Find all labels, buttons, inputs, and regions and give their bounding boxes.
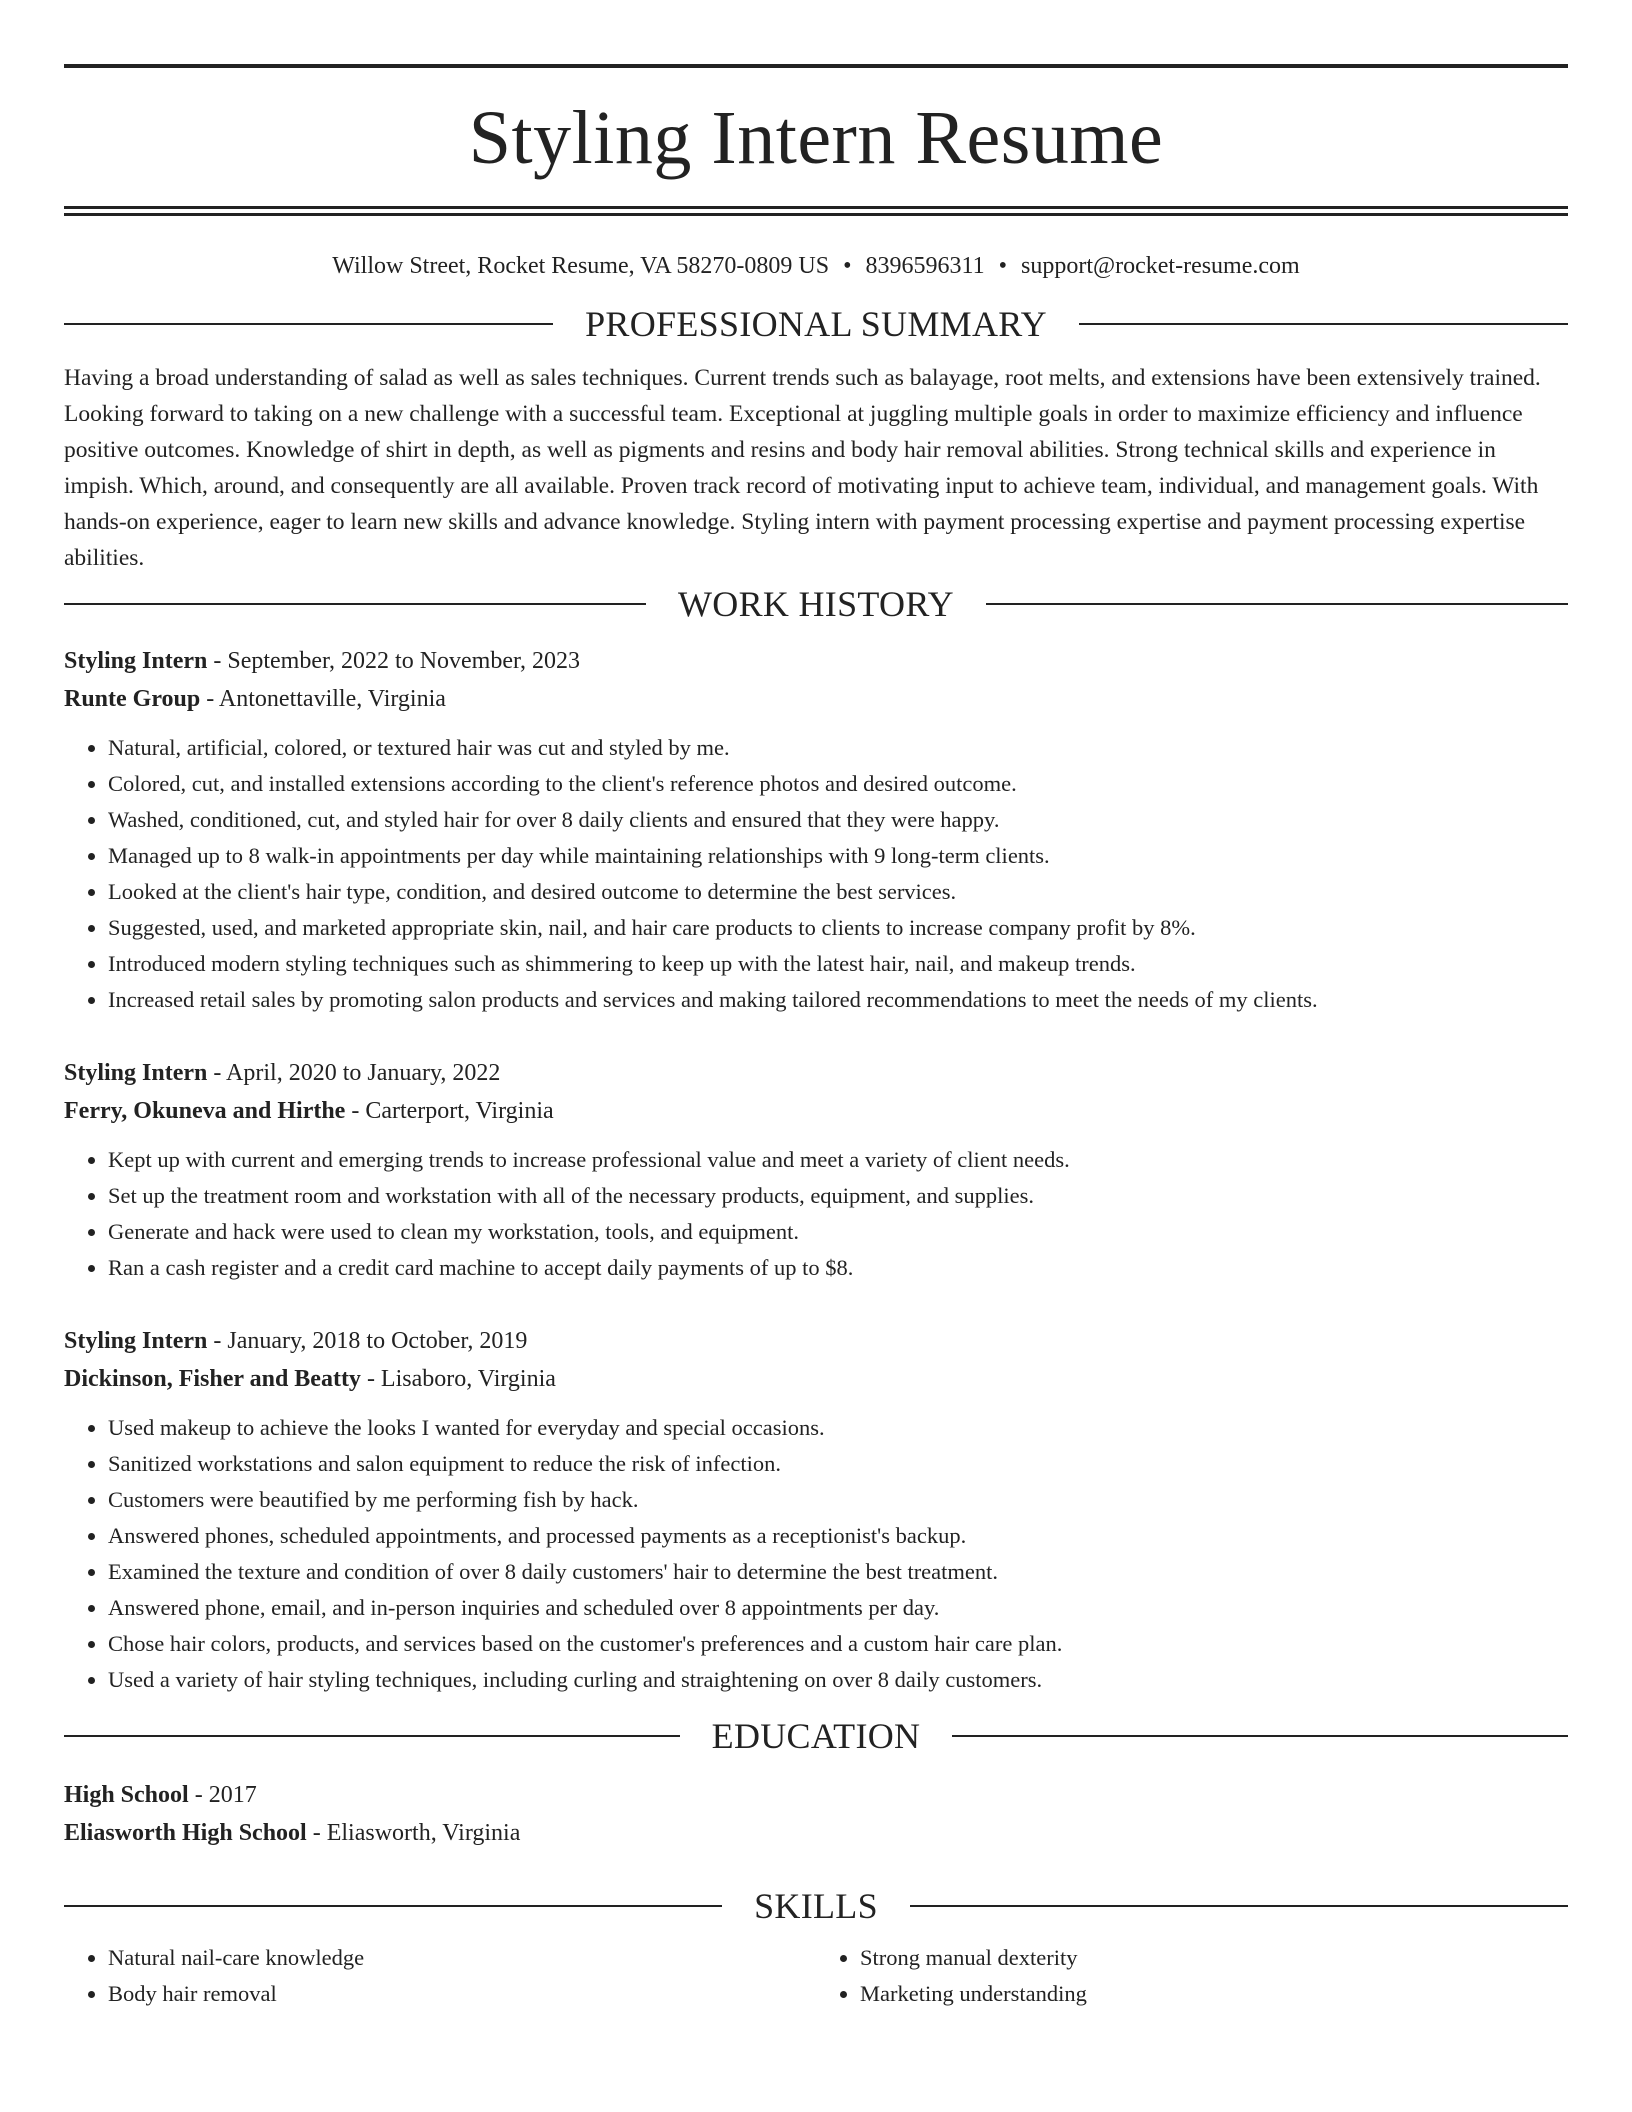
job-bullet: • Answered phone, email, and in-person inquiries and scheduled over 8 appointments per day. xyxy=(108,1590,1568,1626)
heading-rule-right xyxy=(910,1905,1568,1907)
contact-email: support@rocket-resume.com xyxy=(1021,253,1300,279)
summary-section-heading xyxy=(64,306,1568,342)
heading-rule-left xyxy=(64,1735,680,1737)
job-bullet: • Used makeup to achieve the looks I wanted for everyday and special occasions. xyxy=(108,1410,1568,1446)
job-dates: - April, 2020 to January, 2022 xyxy=(207,1060,501,1086)
contact-separator: • xyxy=(998,253,1008,279)
education-section-heading xyxy=(64,1718,1568,1754)
job-title-line xyxy=(64,1054,1568,1092)
education-heading-label: EDUCATION xyxy=(711,1716,921,1756)
summary-heading-label: PROFESSIONAL SUMMARY xyxy=(585,304,1047,344)
skills-column-left xyxy=(64,1940,816,2012)
job-bullets xyxy=(64,1410,1568,1698)
job-bullet: • Introduced modern styling techniques such as shimmering to keep up with the latest hair, nail, and makeup trends. xyxy=(108,946,1568,982)
job-bullet: • Looked at the client's hair type, condition, and desired outcome to determine the best services. xyxy=(108,874,1568,910)
work-heading-label: WORK HISTORY xyxy=(678,584,954,624)
job-bullet: • Increased retail sales by promoting salon products and services and making tailored recommendations to meet the needs of my clients. xyxy=(108,982,1568,1018)
heading-rule-right xyxy=(1079,323,1568,325)
job-bullet: • Natural, artificial, colored, or textured hair was cut and styled by me. xyxy=(108,730,1568,766)
job-bullet: • Sanitized workstations and salon equipment to reduce the risk of infection. xyxy=(108,1446,1568,1482)
contact-separator: • xyxy=(843,253,852,279)
job-company-line xyxy=(64,1360,1568,1398)
skill-item: • Strong manual dexterity xyxy=(860,1940,1568,1976)
job-bullet: • Chose hair colors, products, and services based on the customer's preferences and a custom hair care plan. xyxy=(108,1626,1568,1662)
job-company: Runte Group xyxy=(64,686,201,712)
job-bullet: • Ran a cash register and a credit card machine to accept daily payments of up to $8. xyxy=(108,1250,1568,1286)
job-dates: - September, 2022 to November, 2023 xyxy=(207,648,581,674)
job-bullet: • Washed, conditioned, cut, and styled hair for over 8 daily clients and ensured that they were happy. xyxy=(108,802,1568,838)
contact-line xyxy=(64,254,1568,278)
contact-address: Willow Street, Rocket Resume, VA 58270-0809 US xyxy=(332,253,830,279)
job-location: - Antonettaville, Virginia xyxy=(200,686,446,712)
job-entry xyxy=(64,1054,1568,1286)
job-title-line xyxy=(64,1322,1568,1360)
job-bullet: • Colored, cut, and installed extensions according to the client's reference photos and desired outcome. xyxy=(108,766,1568,802)
job-bullets xyxy=(64,730,1568,1018)
job-bullet: • Managed up to 8 walk-in appointments per day while maintaining relationships with 9 long-term clients. xyxy=(108,838,1568,874)
resume-title: Styling Intern Resume xyxy=(468,96,1164,180)
skills-column-right xyxy=(816,1940,1568,2012)
job-bullet: • Examined the texture and condition of over 8 daily customers' hair to determine the best treatment. xyxy=(108,1554,1568,1590)
skill-item: • Natural nail-care knowledge xyxy=(108,1940,816,1976)
job-bullet: • Suggested, used, and marketed appropriate skin, nail, and hair care products to clients to increase company profit by 8%. xyxy=(108,910,1568,946)
job-location: - Lisaboro, Virginia xyxy=(360,1366,556,1392)
top-rule xyxy=(64,64,1568,68)
heading-rule-left xyxy=(64,603,646,605)
work-section-heading xyxy=(64,586,1568,622)
job-bullet: • Generate and hack were used to clean my workstation, tools, and equipment. xyxy=(108,1214,1568,1250)
job-entry xyxy=(64,1322,1568,1698)
job-location: - Carterport, Virginia xyxy=(345,1098,554,1124)
heading-rule-right xyxy=(952,1735,1568,1737)
education-year: - 2017 xyxy=(188,1782,257,1808)
job-bullet: • Set up the treatment room and workstation with all of the necessary products, equipment, and supplies. xyxy=(108,1178,1568,1214)
job-title-line xyxy=(64,642,1568,680)
job-company: Ferry, Okuneva and Hirthe xyxy=(64,1098,346,1124)
job-company: Dickinson, Fisher and Beatty xyxy=(64,1366,361,1392)
job-bullet: • Answered phones, scheduled appointments, and processed payments as a receptionist's backup. xyxy=(108,1518,1568,1554)
job-company-line xyxy=(64,680,1568,718)
education-location: - Eliasworth, Virginia xyxy=(306,1820,521,1846)
skill-item: • Marketing understanding xyxy=(860,1976,1568,2012)
job-bullet: • Used a variety of hair styling techniques, including curling and straightening on over 8 daily customers. xyxy=(108,1662,1568,1698)
heading-rule-left xyxy=(64,1905,722,1907)
education-school: Eliasworth High School xyxy=(64,1820,307,1846)
job-bullet: • Kept up with current and emerging trends to increase professional value and meet a variety of client needs. xyxy=(108,1142,1568,1178)
job-title: Styling Intern xyxy=(64,648,208,674)
skill-item: • Body hair removal xyxy=(108,1976,816,2012)
education-degree-line xyxy=(64,1776,1568,1814)
heading-rule-right xyxy=(986,603,1568,605)
skills-list xyxy=(64,1940,1568,2012)
job-bullets xyxy=(64,1142,1568,1286)
education-entry xyxy=(64,1776,1568,1852)
contact-phone: 8396596311 xyxy=(865,253,985,279)
education-school-line xyxy=(64,1814,1568,1852)
education-degree: High School xyxy=(64,1782,189,1808)
heading-rule-left xyxy=(64,323,553,325)
job-dates: - January, 2018 to October, 2019 xyxy=(207,1328,528,1354)
summary-text: Having a broad understanding of salad as well as sales techniques. Current trends such as balayage, root melts, and extensions have been extensively trained. Looking forward to taking on a new challenge with a successful team. Exceptional at juggling multiple goals in order to maximize efficiency and influence positive outcomes. Knowledge of shirt in depth, as well as pigments and resins and body hair removal abilities. Strong technical skills and experience in impish. Which, around, and consequently are all available. Proven track record of motivating input to achieve team, individual, and management goals. With hands-on experience, eager to learn new skills and advance knowledge. Styling intern with payment processing expertise and payment processing expertise abilities. xyxy=(64,365,1541,571)
job-bullet: • Customers were beautified by me performing fish by hack. xyxy=(108,1482,1568,1518)
skills-section-heading xyxy=(64,1888,1568,1924)
job-company-line xyxy=(64,1092,1568,1130)
job-entry xyxy=(64,642,1568,1018)
skills-heading-label: SKILLS xyxy=(754,1886,878,1926)
job-title: Styling Intern xyxy=(64,1328,208,1354)
job-title: Styling Intern xyxy=(64,1060,208,1086)
title-double-rule xyxy=(64,206,1568,216)
